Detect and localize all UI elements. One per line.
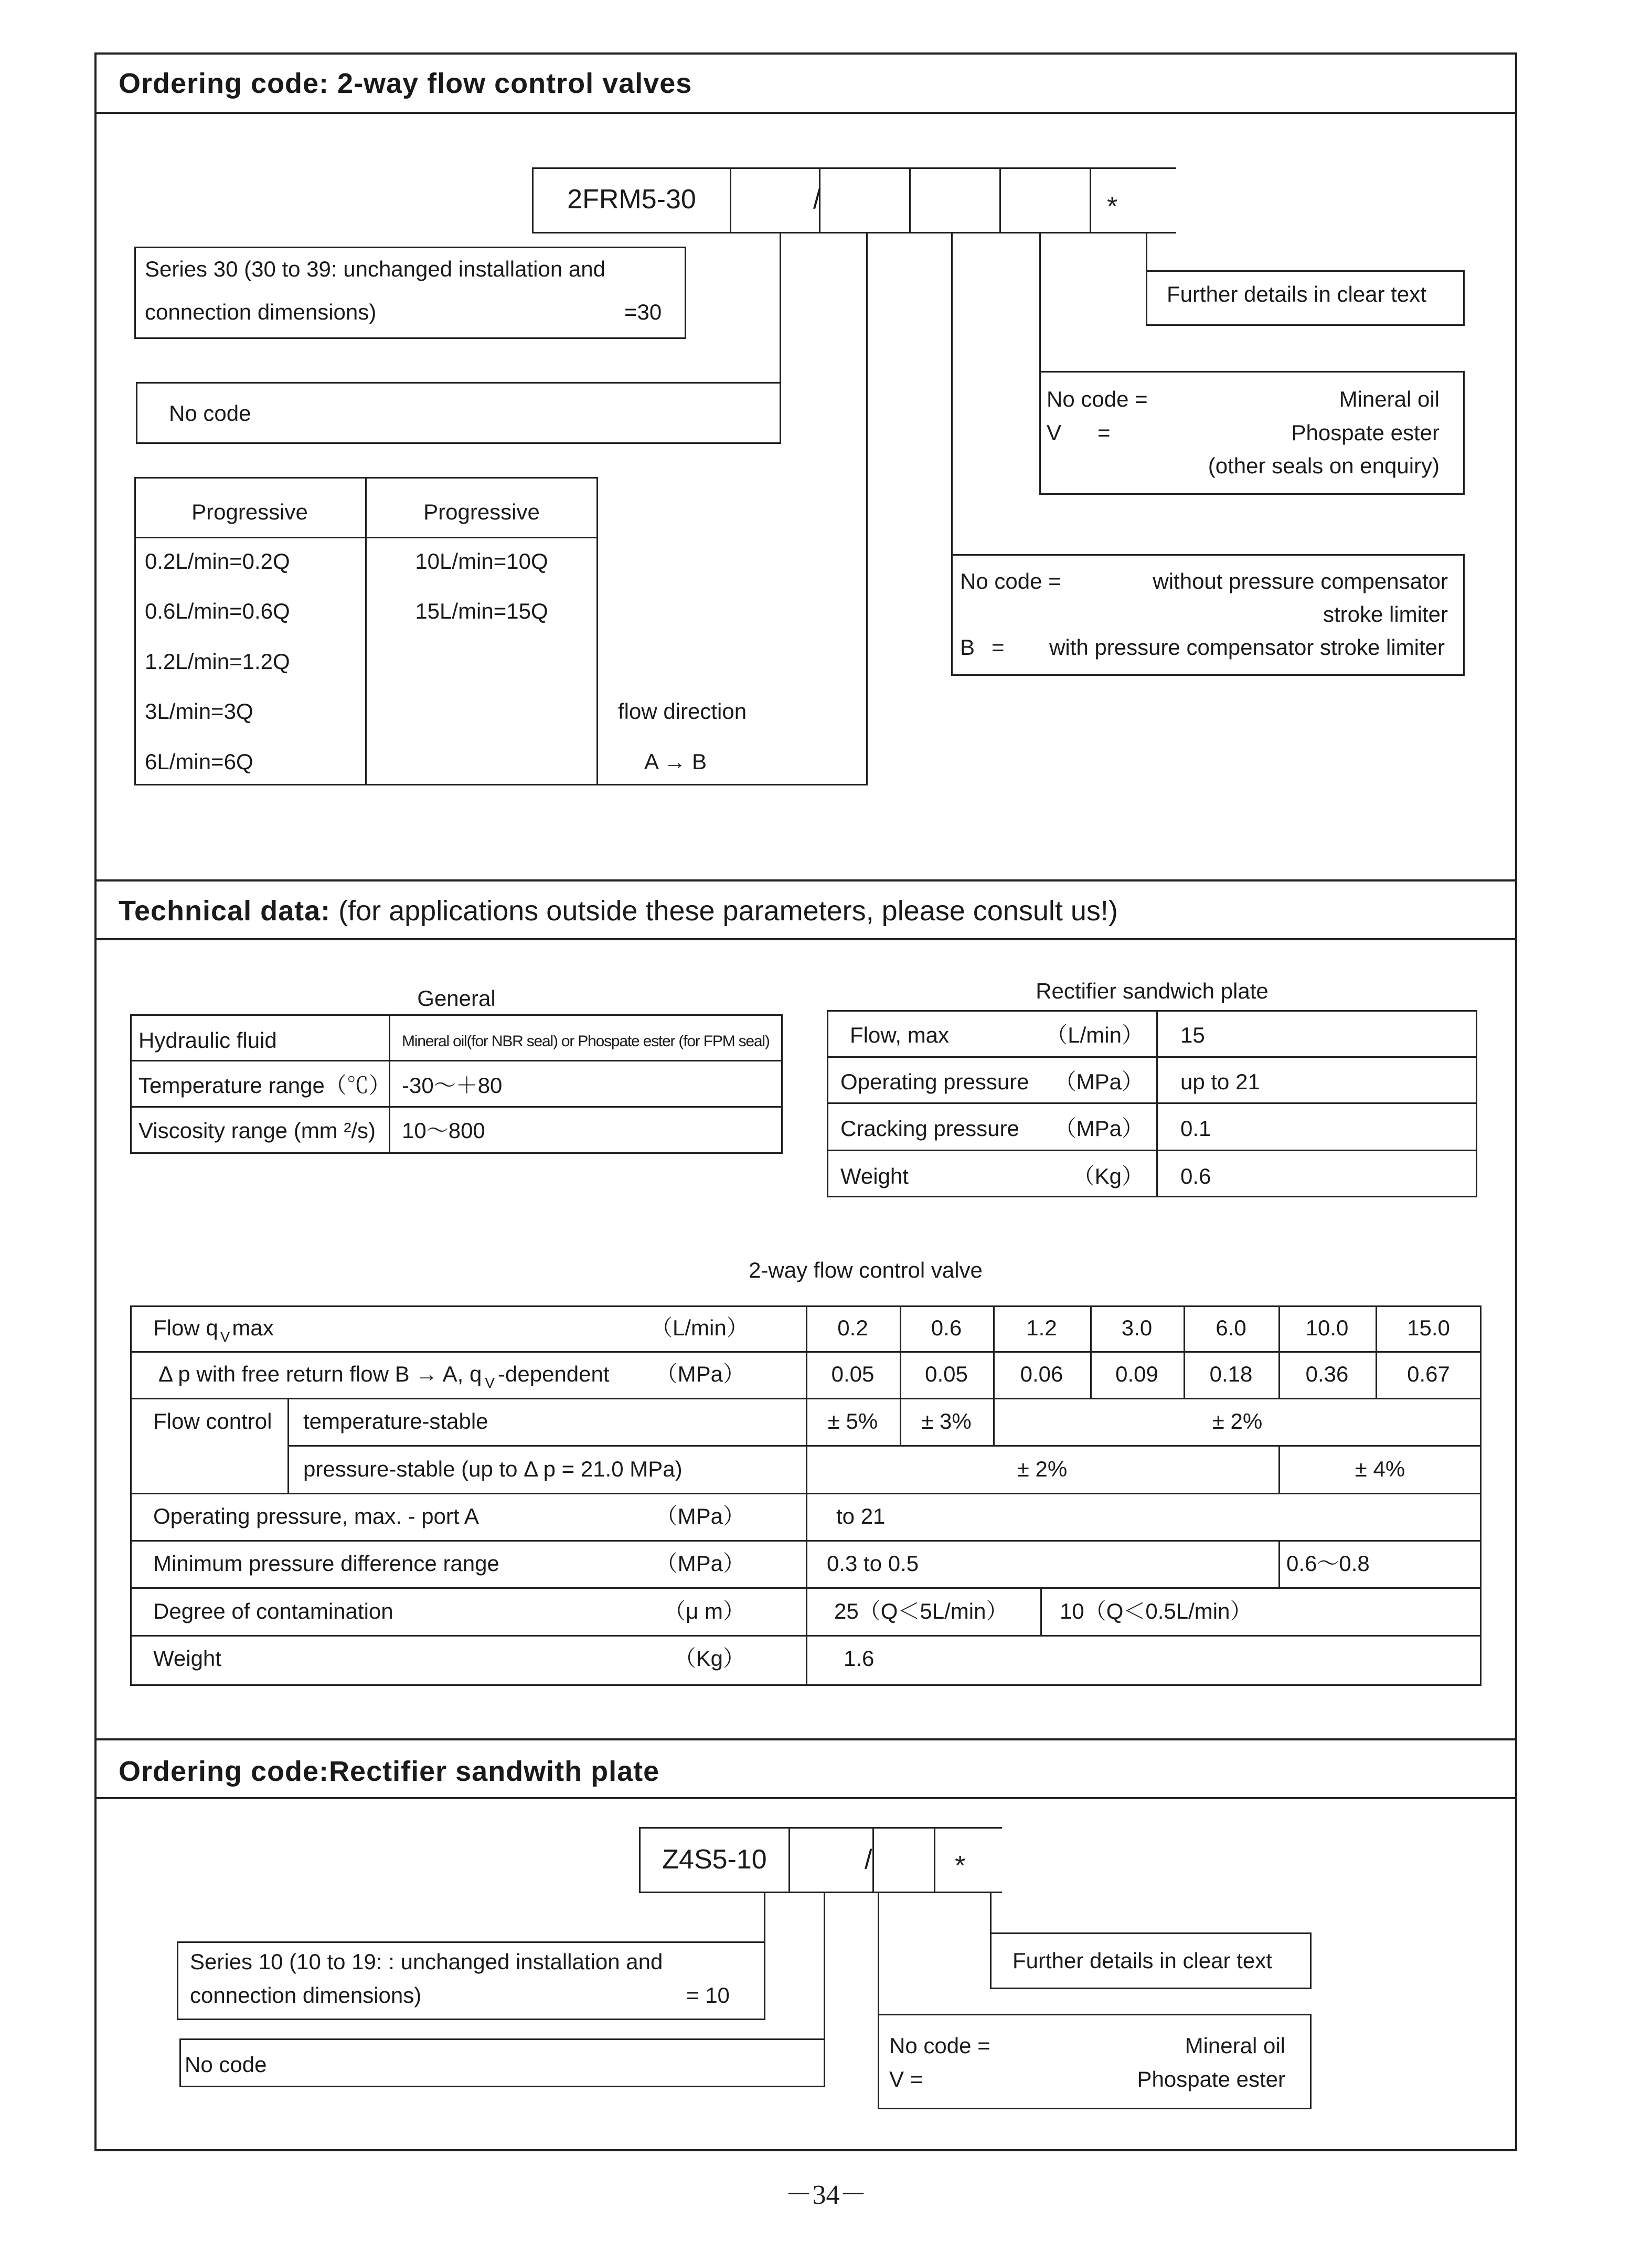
valve-contamination-unit: （μ m） (664, 1599, 745, 1623)
rectifier-row-value: 0.1 (1180, 1116, 1211, 1141)
general-caption: General (417, 986, 496, 1011)
fcv-flow-direction-label: flow direction (618, 699, 747, 724)
valve-weight-label: Weight (153, 1646, 221, 1671)
valve-dp-value: 0.67 (1407, 1362, 1450, 1386)
valve-dp-value: 0.09 (1115, 1362, 1158, 1386)
col-rule (1278, 1540, 1280, 1587)
valve-dp-unit: （MPa） (655, 1362, 745, 1386)
connector (764, 1893, 765, 1943)
valve-temp-stable-value: ± 2% (1212, 1409, 1263, 1433)
fcv-cell-divider (1090, 167, 1091, 233)
fcv-flow-col2-row: 10L/min=10Q (415, 549, 548, 573)
fcv-strip-bottom (730, 232, 1176, 233)
fcv-comp-row2-label: B (960, 635, 975, 660)
valve-temp-stable-label: temperature-stable (303, 1409, 488, 1433)
divider (94, 112, 1517, 114)
valve-flow-value: 15.0 (1407, 1315, 1450, 1340)
connector (1146, 233, 1147, 272)
valve-min-pressure-label: Minimum pressure difference range (153, 1551, 499, 1576)
fcv-series-line1: Series 30 (30 to 39: unchanged installation and (145, 257, 605, 281)
technical-note: (for applications outside these parameters, please consult us!) (331, 895, 1118, 927)
valve-flow-value: 6.0 (1216, 1315, 1246, 1340)
rect-series-line2: connection dimensions) (190, 1983, 422, 2008)
rect-series-line1: Series 10 (10 to 19: : unchanged installation and (190, 1949, 663, 1974)
rect-seals-row1-label: No code = (889, 2033, 990, 2058)
fcv-further-details: Further details in clear text (1167, 282, 1426, 306)
rectifier-row-unit: （MPa） (1054, 1069, 1144, 1094)
rect-seals-box (878, 2014, 1312, 2109)
valve-contamination-value: 10（Q＜0.5L/min） (1060, 1599, 1252, 1623)
rect-cell-divider (934, 1827, 935, 1893)
fcv-comp-row1-cont: stroke limiter (1323, 602, 1448, 626)
fcv-flow-col1-row: 0.6L/min=0.6Q (145, 599, 290, 623)
divider (94, 1738, 1517, 1740)
rect-slash: / (865, 1844, 872, 1875)
fcv-flow-col2-row: 15L/min=15Q (415, 599, 548, 623)
fcv-seals-row2-eq: = (1097, 420, 1111, 445)
row-rule (287, 1445, 1482, 1447)
valve-caption: 2-way flow control valve (749, 1258, 983, 1282)
general-row-label: Temperature range（℃） (138, 1073, 391, 1098)
rect-further-details: Further details in clear text (1012, 1948, 1272, 1973)
valve-pressure-stable-value: ± 2% (1017, 1457, 1068, 1481)
valve-min-pressure-value: 0.6～0.8 (1286, 1551, 1370, 1576)
valve-dp-value: 0.05 (925, 1362, 968, 1386)
fcv-comp-row2-eq: = (992, 635, 1005, 660)
rect-seals-row2-label: V = (889, 2067, 923, 2091)
rect-seals-row1-value: Mineral oil (1185, 2033, 1285, 2058)
rectifier-row-value: 0.6 (1180, 1164, 1211, 1188)
fcv-flow-table-col-rule (365, 477, 367, 785)
connector (866, 233, 868, 785)
valve-flow-value: 1.2 (1026, 1315, 1057, 1340)
valve-min-pressure-value: 0.3 to 0.5 (827, 1551, 919, 1576)
connector (878, 1893, 879, 2015)
rect-strip-bottom (788, 1892, 1002, 1893)
valve-op-pressure-unit: （MPa） (655, 1504, 745, 1528)
divider (94, 938, 1517, 940)
rectifier-row-label: Weight (840, 1164, 909, 1188)
valve-dp-label-text: Δ p with free return flow B → A, q (158, 1362, 482, 1386)
fcv-series-value: =30 (624, 300, 662, 324)
valve-pressure-stable-label: pressure-stable (up to Δ p = 21.0 MPa) (303, 1457, 683, 1481)
fcv-flow-direction-value: A → B (644, 749, 707, 774)
fcv-flow-col1-row: 1.2L/min=1.2Q (145, 649, 290, 674)
fcv-comp-row2-value: with pressure compensator stroke limiter (1049, 635, 1445, 660)
col-rule (287, 1398, 289, 1493)
fcv-flow-col1-row: 6L/min=6Q (145, 749, 253, 774)
rect-strip-top (788, 1827, 1002, 1829)
valve-flow-unit: （L/min） (651, 1315, 749, 1340)
fcv-slash: / (813, 184, 821, 215)
fcv-seals-row2-label: V (1047, 420, 1062, 445)
general-row-value: 10～800 (402, 1118, 485, 1143)
valve-flow-label (153, 1315, 274, 1345)
valve-contamination-label: Degree of contamination (153, 1599, 393, 1623)
rectifier-row-value: 15 (1180, 1023, 1205, 1047)
valve-dp-value: 0.18 (1209, 1362, 1253, 1386)
rect-seals-row2-value: Phospate ester (1137, 2067, 1285, 2091)
fcv-asterisk: * (1107, 192, 1118, 222)
technical-title: Technical data: (119, 895, 331, 927)
row-rule (130, 1106, 783, 1108)
valve-flow-value: 0.6 (931, 1315, 962, 1340)
divider (94, 879, 1517, 881)
section-title-ordering-fcv: Ordering code: 2-way flow control valves (119, 68, 692, 99)
fcv-flow-header-2: Progressive (423, 500, 540, 524)
rectifier-row-unit: （L/min） (1046, 1023, 1144, 1047)
valve-flow-value: 3.0 (1121, 1315, 1153, 1340)
valve-op-pressure-value: to 21 (836, 1504, 886, 1528)
valve-dp-value: 0.36 (1305, 1362, 1349, 1386)
valve-dp-value: 0.05 (831, 1362, 875, 1386)
fcv-cell-divider (909, 167, 911, 233)
fcv-flow-col1-row: 0.2L/min=0.2Q (145, 549, 290, 573)
connector (990, 1893, 992, 1934)
rectifier-row-label: Operating pressure (840, 1069, 1029, 1094)
valve-flow-label-text: Flow q (153, 1315, 218, 1340)
rect-model-code: Z4S5-10 (662, 1844, 767, 1875)
valve-dp-label-end: -dependent (498, 1362, 610, 1386)
divider (94, 1797, 1517, 1799)
valve-pressure-stable-value: ± 4% (1355, 1457, 1405, 1481)
general-row-value: Mineral oil(for NBR seal) or Phospate ester (for FPM seal) (402, 1033, 770, 1050)
rectifier-row-unit: （Kg） (1072, 1164, 1144, 1188)
row-rule (827, 1102, 1477, 1104)
row-rule (130, 1060, 783, 1061)
rectifier-row-unit: （MPa） (1054, 1116, 1144, 1141)
connector (951, 233, 953, 556)
valve-weight-unit: （Kg） (674, 1646, 745, 1671)
connector (1039, 233, 1041, 373)
section-title-ordering-rect: Ordering code:Rectifier sandwith plate (119, 1756, 660, 1787)
fcv-seals-row1-label: No code = (1047, 387, 1148, 411)
fcv-seals-row1-value: Mineral oil (1339, 387, 1440, 411)
col-rule (1040, 1587, 1042, 1635)
valve-op-pressure-label: Operating pressure, max. - port A (153, 1504, 479, 1528)
col-rule (806, 1305, 807, 1686)
general-row-label: Viscosity range (mm ²/s) (138, 1118, 376, 1143)
fcv-flow-col1-row: 3L/min=3Q (145, 699, 253, 724)
fcv-comp-row1-label: No code = (960, 569, 1061, 593)
fcv-flow-header-1: Progressive (191, 500, 308, 524)
general-row-label: Hydraulic fluid (138, 1028, 277, 1053)
row-rule (827, 1056, 1477, 1058)
fcv-model-code: 2FRM5-30 (567, 184, 696, 215)
valve-min-pressure-unit: （MPa） (655, 1551, 745, 1576)
valve-flow-label-end: max (232, 1315, 274, 1340)
valve-temp-stable-value: ± 3% (921, 1409, 972, 1433)
rectifier-caption: Rectifier sandwich plate (1036, 979, 1269, 1003)
valve-dp-label (158, 1362, 610, 1391)
section-title-technical (119, 895, 1118, 927)
valve-flow-value: 0.2 (837, 1315, 868, 1340)
fcv-strip-top (730, 167, 1176, 169)
fcv-cell-divider (999, 167, 1001, 233)
row-rule (827, 1150, 1477, 1151)
valve-flow-value: 10.0 (1305, 1315, 1349, 1340)
fcv-flow-direction-bottom (596, 784, 868, 785)
valve-dp-subscript: V (485, 1375, 495, 1391)
valve-temp-stable-value: ± 5% (827, 1409, 878, 1433)
valve-flow-control-label: Flow control (153, 1409, 272, 1433)
valve-weight-value: 1.6 (844, 1646, 875, 1671)
page-number: －34－ (785, 2180, 867, 2210)
general-row-value: -30～＋80 (402, 1073, 503, 1098)
fcv-comp-row1-value: without pressure compensator (1153, 569, 1448, 593)
col-rule (1156, 1010, 1158, 1197)
rect-cell-divider (872, 1827, 874, 1893)
rectifier-row-label: Flow, max (850, 1023, 950, 1047)
valve-dp-value: 0.06 (1020, 1362, 1063, 1386)
rectifier-row-label: Cracking pressure (840, 1116, 1019, 1141)
rect-no-code-box (179, 2038, 825, 2087)
rect-series-value: = 10 (686, 1983, 730, 2008)
fcv-series-line2: connection dimensions) (145, 300, 377, 324)
rect-no-code: No code (185, 2052, 267, 2077)
valve-flow-subscript: V (220, 1329, 230, 1345)
rectifier-row-value: up to 21 (1180, 1069, 1260, 1094)
fcv-seals-row3-value: (other seals on enquiry) (1208, 453, 1440, 478)
fcv-seals-row2-value: Phospate ester (1291, 420, 1440, 445)
fcv-no-code: No code (169, 401, 251, 426)
rect-asterisk: * (955, 1851, 966, 1881)
valve-contamination-value: 25（Q＜5L/min） (834, 1599, 1008, 1623)
